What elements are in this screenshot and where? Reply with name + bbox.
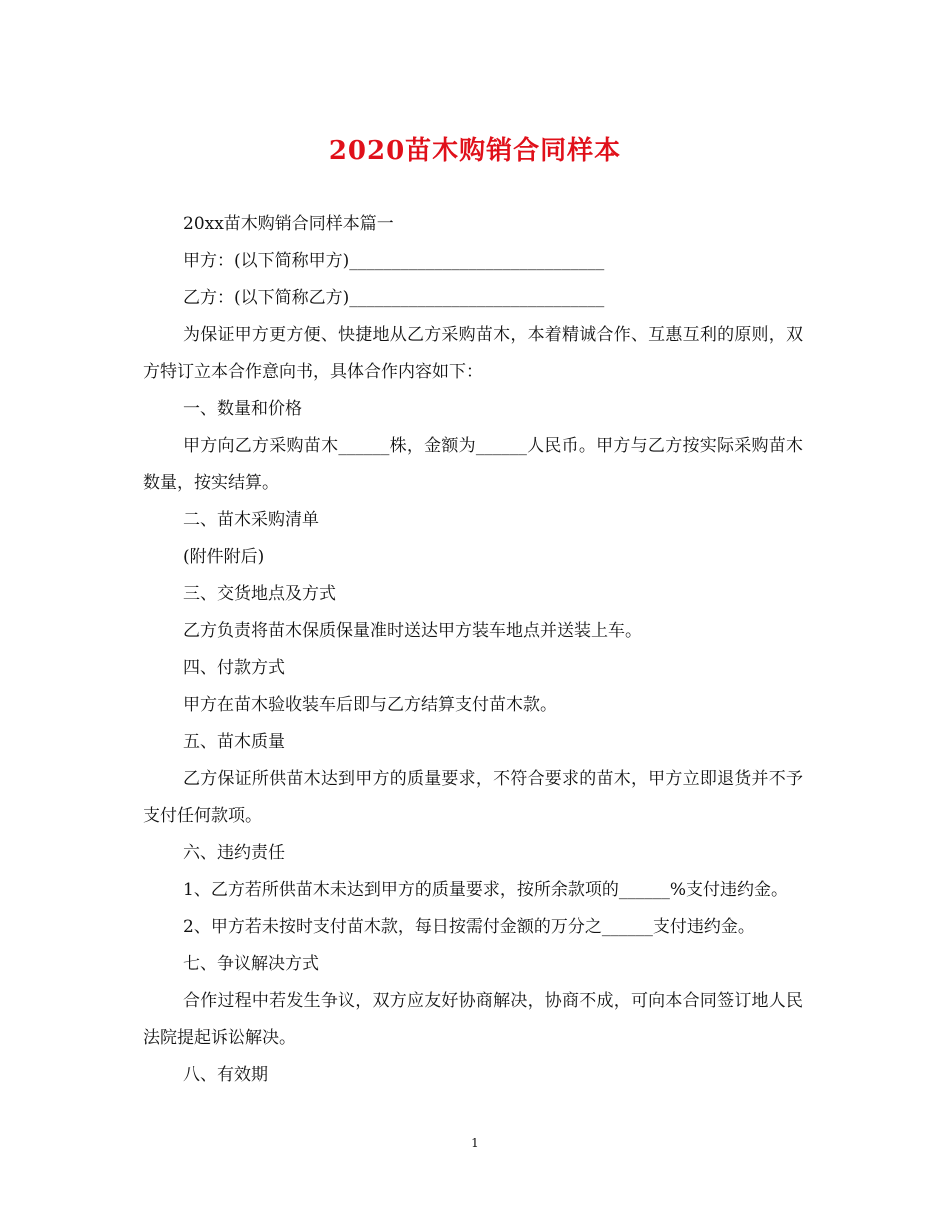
section-heading: 八、有效期 xyxy=(183,1065,268,1085)
section-heading: 二、苗木采购清单 xyxy=(183,510,319,530)
paragraph: (附件附后) xyxy=(183,547,265,567)
paragraph: 20xx苗木购销合同样本篇一 xyxy=(183,214,394,234)
paragraph: 乙方保证所供苗木达到甲方的质量要求，不符合要求的苗木，甲方立即退货并不予支付任何款项。 xyxy=(143,769,803,826)
section-heading: 四、付款方式 xyxy=(183,658,285,678)
section-heading: 一、数量和价格 xyxy=(183,399,302,419)
party-a-line: 甲方：(以下简称甲方)______________________________ xyxy=(183,251,605,271)
section-heading: 七、争议解决方式 xyxy=(183,954,319,974)
party-b-line: 乙方：(以下简称乙方)______________________________ xyxy=(183,288,605,308)
paragraph: 1、乙方若所供苗木未达到甲方的质量要求，按所余款项的______%支付违约金。 xyxy=(183,880,788,900)
paragraph: 合作过程中若发生争议，双方应友好协商解决，协商不成，可向本合同签订地人民法院提起诉讼解决。 xyxy=(143,991,803,1048)
paragraph: 甲方向乙方采购苗木______株，金额为______人民币。甲方与乙方按实际采购苗木数量，按实结算。 xyxy=(143,436,803,493)
paragraph: 甲方在苗木验收装车后即与乙方结算支付苗木款。 xyxy=(183,695,557,715)
paragraph: 2、甲方若未按时支付苗木款，每日按需付金额的万分之______支付违约金。 xyxy=(183,917,755,937)
document-title: 2020苗木购销合同样本 xyxy=(328,136,622,166)
section-heading: 六、违约责任 xyxy=(183,843,285,863)
document-body xyxy=(143,206,803,1094)
paragraph: 为保证甲方更方便、快捷地从乙方采购苗木，本着精诚合作、互惠互利的原则，双方特订立本合作意向书，具体合作内容如下： xyxy=(143,325,803,382)
paragraph: 乙方负责将苗木保质保量准时送达甲方装车地点并送装上车。 xyxy=(183,621,642,641)
section-heading: 五、苗木质量 xyxy=(183,732,285,752)
page-number: 1 xyxy=(471,1136,479,1150)
section-heading: 三、交货地点及方式 xyxy=(183,584,336,604)
